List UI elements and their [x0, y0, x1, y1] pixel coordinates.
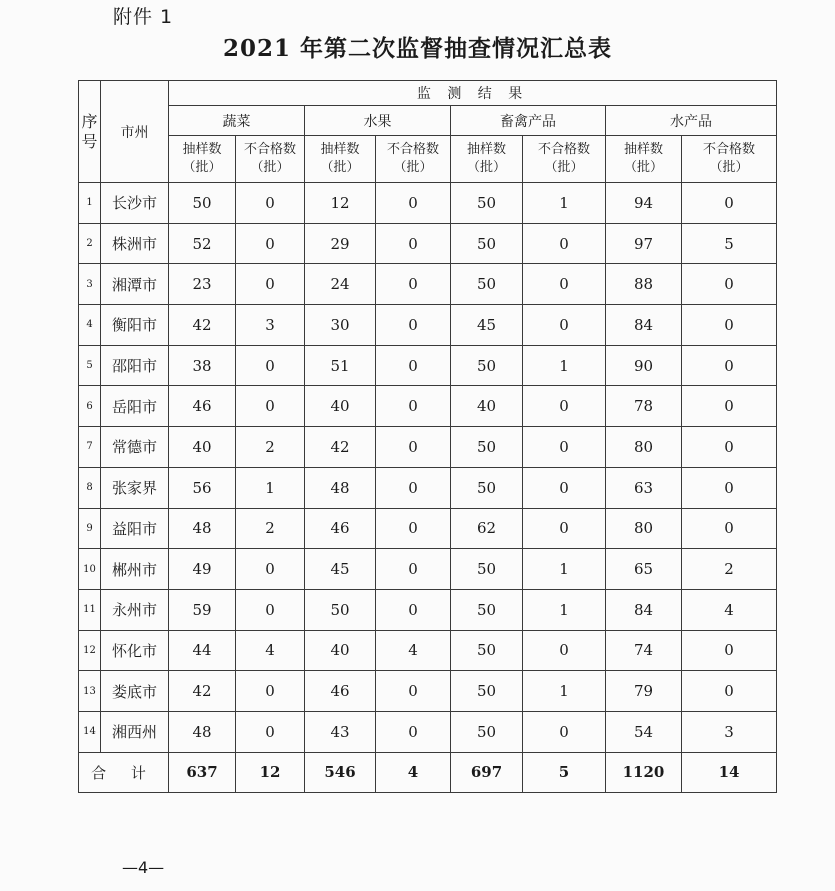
row-seq-number: 7	[79, 427, 101, 468]
row-city-name: 怀化市	[101, 630, 169, 671]
fail-count-cell: 0	[682, 345, 777, 386]
fail-count-header: 不合格数 （批）	[236, 136, 305, 183]
row-seq-number: 3	[79, 264, 101, 305]
sample-count-cell: 46	[305, 508, 376, 549]
sample-count-cell: 59	[169, 589, 236, 630]
summary-table	[78, 80, 777, 793]
sample-count-cell: 74	[606, 630, 682, 671]
sample-count-cell: 40	[305, 386, 376, 427]
sample-count-cell: 50	[451, 345, 523, 386]
row-city-name: 张家界	[101, 467, 169, 508]
table-row	[79, 589, 777, 630]
sample-count-cell: 78	[606, 386, 682, 427]
fail-count-cell: 0	[376, 264, 451, 305]
sample-count-cell: 52	[169, 223, 236, 264]
fail-count-header: 不合格数 （批）	[523, 136, 606, 183]
fail-count-cell: 0	[682, 630, 777, 671]
fail-count-cell: 0	[682, 671, 777, 712]
total-label: 合 计	[79, 752, 169, 792]
row-city-name: 邵阳市	[101, 345, 169, 386]
fail-count-cell: 0	[376, 427, 451, 468]
header-row-measures	[79, 136, 777, 183]
sample-count-cell: 48	[305, 467, 376, 508]
sample-count-cell: 50	[451, 549, 523, 590]
table-row	[79, 305, 777, 346]
table-row	[79, 671, 777, 712]
sample-count-cell: 50	[451, 427, 523, 468]
fail-count-cell: 0	[236, 183, 305, 224]
fail-count-cell: 1	[523, 183, 606, 224]
sample-count-cell: 42	[169, 305, 236, 346]
results-group-header: 监 测 结 果	[169, 81, 777, 106]
sample-count-cell: 46	[169, 386, 236, 427]
fail-count-cell: 0	[682, 467, 777, 508]
row-seq-number: 5	[79, 345, 101, 386]
sample-count-cell: 12	[305, 183, 376, 224]
table-row	[79, 711, 777, 752]
row-city-name: 益阳市	[101, 508, 169, 549]
sample-count-cell: 63	[606, 467, 682, 508]
fail-count-cell: 0	[682, 427, 777, 468]
fail-count-cell: 0	[376, 549, 451, 590]
sample-count-cell: 44	[169, 630, 236, 671]
sample-count-cell: 29	[305, 223, 376, 264]
row-seq-number: 2	[79, 223, 101, 264]
header-row-group	[79, 81, 777, 106]
table-row	[79, 223, 777, 264]
table-row	[79, 386, 777, 427]
fail-count-cell: 1	[523, 345, 606, 386]
sample-count-cell: 42	[169, 671, 236, 712]
fail-count-cell: 3	[682, 711, 777, 752]
fail-count-cell: 0	[523, 264, 606, 305]
fail-count-cell: 0	[682, 183, 777, 224]
fail-count-header: 不合格数 （批）	[682, 136, 777, 183]
fail-count-cell: 0	[376, 711, 451, 752]
sample-count-cell: 54	[606, 711, 682, 752]
sample-count-cell: 45	[451, 305, 523, 346]
fail-count-cell: 0	[236, 345, 305, 386]
row-city-name: 湘西州	[101, 711, 169, 752]
sample-count-cell: 50	[451, 183, 523, 224]
fail-count-cell: 1	[523, 671, 606, 712]
row-city-name: 岳阳市	[101, 386, 169, 427]
sample-count-cell: 38	[169, 345, 236, 386]
sample-count-cell: 50	[451, 671, 523, 712]
table-body	[79, 183, 777, 753]
row-seq-number: 14	[79, 711, 101, 752]
fail-count-cell: 0	[523, 467, 606, 508]
fail-count-cell: 0	[523, 305, 606, 346]
sample-count-cell: 94	[606, 183, 682, 224]
sample-count-cell: 46	[305, 671, 376, 712]
page-number: —4—	[122, 858, 165, 877]
row-seq-number: 8	[79, 467, 101, 508]
fail-count-cell: 0	[682, 264, 777, 305]
category-header-vegetables: 蔬菜	[169, 106, 305, 136]
total-cell: 1120	[606, 752, 682, 792]
row-city-name: 衡阳市	[101, 305, 169, 346]
sample-count-cell: 88	[606, 264, 682, 305]
sample-count-cell: 50	[169, 183, 236, 224]
fail-count-cell: 0	[376, 386, 451, 427]
fail-count-cell: 0	[236, 549, 305, 590]
fail-count-cell: 0	[376, 305, 451, 346]
category-header-fruits: 水果	[305, 106, 451, 136]
fail-count-cell: 0	[682, 386, 777, 427]
total-cell: 4	[376, 752, 451, 792]
fail-count-cell: 4	[682, 589, 777, 630]
total-cell: 637	[169, 752, 236, 792]
total-row	[79, 752, 777, 792]
sample-count-cell: 80	[606, 427, 682, 468]
sample-count-cell: 56	[169, 467, 236, 508]
city-header: 市州	[101, 81, 169, 183]
sample-count-cell: 40	[451, 386, 523, 427]
fail-count-cell: 0	[523, 427, 606, 468]
sample-count-header: 抽样数 （批）	[451, 136, 523, 183]
sample-count-cell: 90	[606, 345, 682, 386]
total-cell: 546	[305, 752, 376, 792]
fail-count-cell: 0	[523, 508, 606, 549]
sample-count-cell: 50	[451, 711, 523, 752]
total-cell: 12	[236, 752, 305, 792]
sample-count-cell: 50	[305, 589, 376, 630]
total-cell: 697	[451, 752, 523, 792]
sample-count-cell: 65	[606, 549, 682, 590]
fail-count-cell: 0	[376, 589, 451, 630]
fail-count-cell: 0	[236, 589, 305, 630]
fail-count-cell: 0	[376, 467, 451, 508]
row-seq-number: 9	[79, 508, 101, 549]
table-row	[79, 427, 777, 468]
row-seq-number: 1	[79, 183, 101, 224]
seq-header: 序 号	[79, 81, 101, 183]
header-row-categories	[79, 106, 777, 136]
total-cell: 14	[682, 752, 777, 792]
sample-count-header: 抽样数 （批）	[305, 136, 376, 183]
category-header-livestock: 畜禽产品	[451, 106, 606, 136]
attachment-label: 附件 1	[113, 6, 174, 28]
row-seq-number: 4	[79, 305, 101, 346]
sample-count-cell: 84	[606, 589, 682, 630]
fail-count-cell: 0	[236, 223, 305, 264]
fail-count-cell: 0	[236, 386, 305, 427]
fail-count-cell: 0	[236, 671, 305, 712]
sample-count-cell: 50	[451, 630, 523, 671]
row-seq-number: 12	[79, 630, 101, 671]
sample-count-cell: 50	[451, 264, 523, 305]
sample-count-cell: 40	[305, 630, 376, 671]
sample-count-cell: 79	[606, 671, 682, 712]
fail-count-cell: 2	[236, 508, 305, 549]
fail-count-cell: 0	[523, 711, 606, 752]
fail-count-cell: 0	[376, 345, 451, 386]
table-row	[79, 508, 777, 549]
fail-count-cell: 4	[236, 630, 305, 671]
sample-count-cell: 80	[606, 508, 682, 549]
row-seq-number: 6	[79, 386, 101, 427]
page-title: 2021 年第二次监督抽查情况汇总表	[222, 35, 613, 62]
fail-count-cell: 1	[523, 589, 606, 630]
row-city-name: 常德市	[101, 427, 169, 468]
fail-count-cell: 4	[376, 630, 451, 671]
sample-count-cell: 62	[451, 508, 523, 549]
fail-count-cell: 2	[236, 427, 305, 468]
fail-count-cell: 5	[682, 223, 777, 264]
sample-count-header: 抽样数 （批）	[169, 136, 236, 183]
fail-count-header: 不合格数 （批）	[376, 136, 451, 183]
sample-count-cell: 49	[169, 549, 236, 590]
fail-count-cell: 0	[376, 671, 451, 712]
table-row	[79, 264, 777, 305]
sample-count-cell: 24	[305, 264, 376, 305]
row-city-name: 永州市	[101, 589, 169, 630]
sample-count-cell: 43	[305, 711, 376, 752]
sample-count-header: 抽样数 （批）	[606, 136, 682, 183]
fail-count-cell: 0	[523, 386, 606, 427]
fail-count-cell: 0	[682, 508, 777, 549]
total-cell: 5	[523, 752, 606, 792]
sample-count-cell: 40	[169, 427, 236, 468]
table-row	[79, 549, 777, 590]
sample-count-cell: 50	[451, 467, 523, 508]
table-row	[79, 345, 777, 386]
category-header-aquatic: 水产品	[606, 106, 777, 136]
sample-count-cell: 48	[169, 711, 236, 752]
fail-count-cell: 0	[376, 183, 451, 224]
row-city-name: 株洲市	[101, 223, 169, 264]
sample-count-cell: 45	[305, 549, 376, 590]
fail-count-cell: 0	[236, 264, 305, 305]
row-seq-number: 10	[79, 549, 101, 590]
fail-count-cell: 0	[376, 223, 451, 264]
fail-count-cell: 0	[523, 630, 606, 671]
fail-count-cell: 1	[236, 467, 305, 508]
sample-count-cell: 97	[606, 223, 682, 264]
fail-count-cell: 0	[523, 223, 606, 264]
row-city-name: 娄底市	[101, 671, 169, 712]
table-row	[79, 630, 777, 671]
table-row	[79, 183, 777, 224]
fail-count-cell: 1	[523, 549, 606, 590]
sample-count-cell: 50	[451, 223, 523, 264]
sample-count-cell: 23	[169, 264, 236, 305]
sample-count-cell: 50	[451, 589, 523, 630]
row-city-name: 湘潭市	[101, 264, 169, 305]
row-city-name: 长沙市	[101, 183, 169, 224]
fail-count-cell: 2	[682, 549, 777, 590]
sample-count-cell: 48	[169, 508, 236, 549]
row-seq-number: 11	[79, 589, 101, 630]
fail-count-cell: 0	[682, 305, 777, 346]
sample-count-cell: 84	[606, 305, 682, 346]
fail-count-cell: 3	[236, 305, 305, 346]
fail-count-cell: 0	[376, 508, 451, 549]
row-seq-number: 13	[79, 671, 101, 712]
row-city-name: 郴州市	[101, 549, 169, 590]
table-row	[79, 467, 777, 508]
sample-count-cell: 42	[305, 427, 376, 468]
sample-count-cell: 30	[305, 305, 376, 346]
fail-count-cell: 0	[236, 711, 305, 752]
sample-count-cell: 51	[305, 345, 376, 386]
